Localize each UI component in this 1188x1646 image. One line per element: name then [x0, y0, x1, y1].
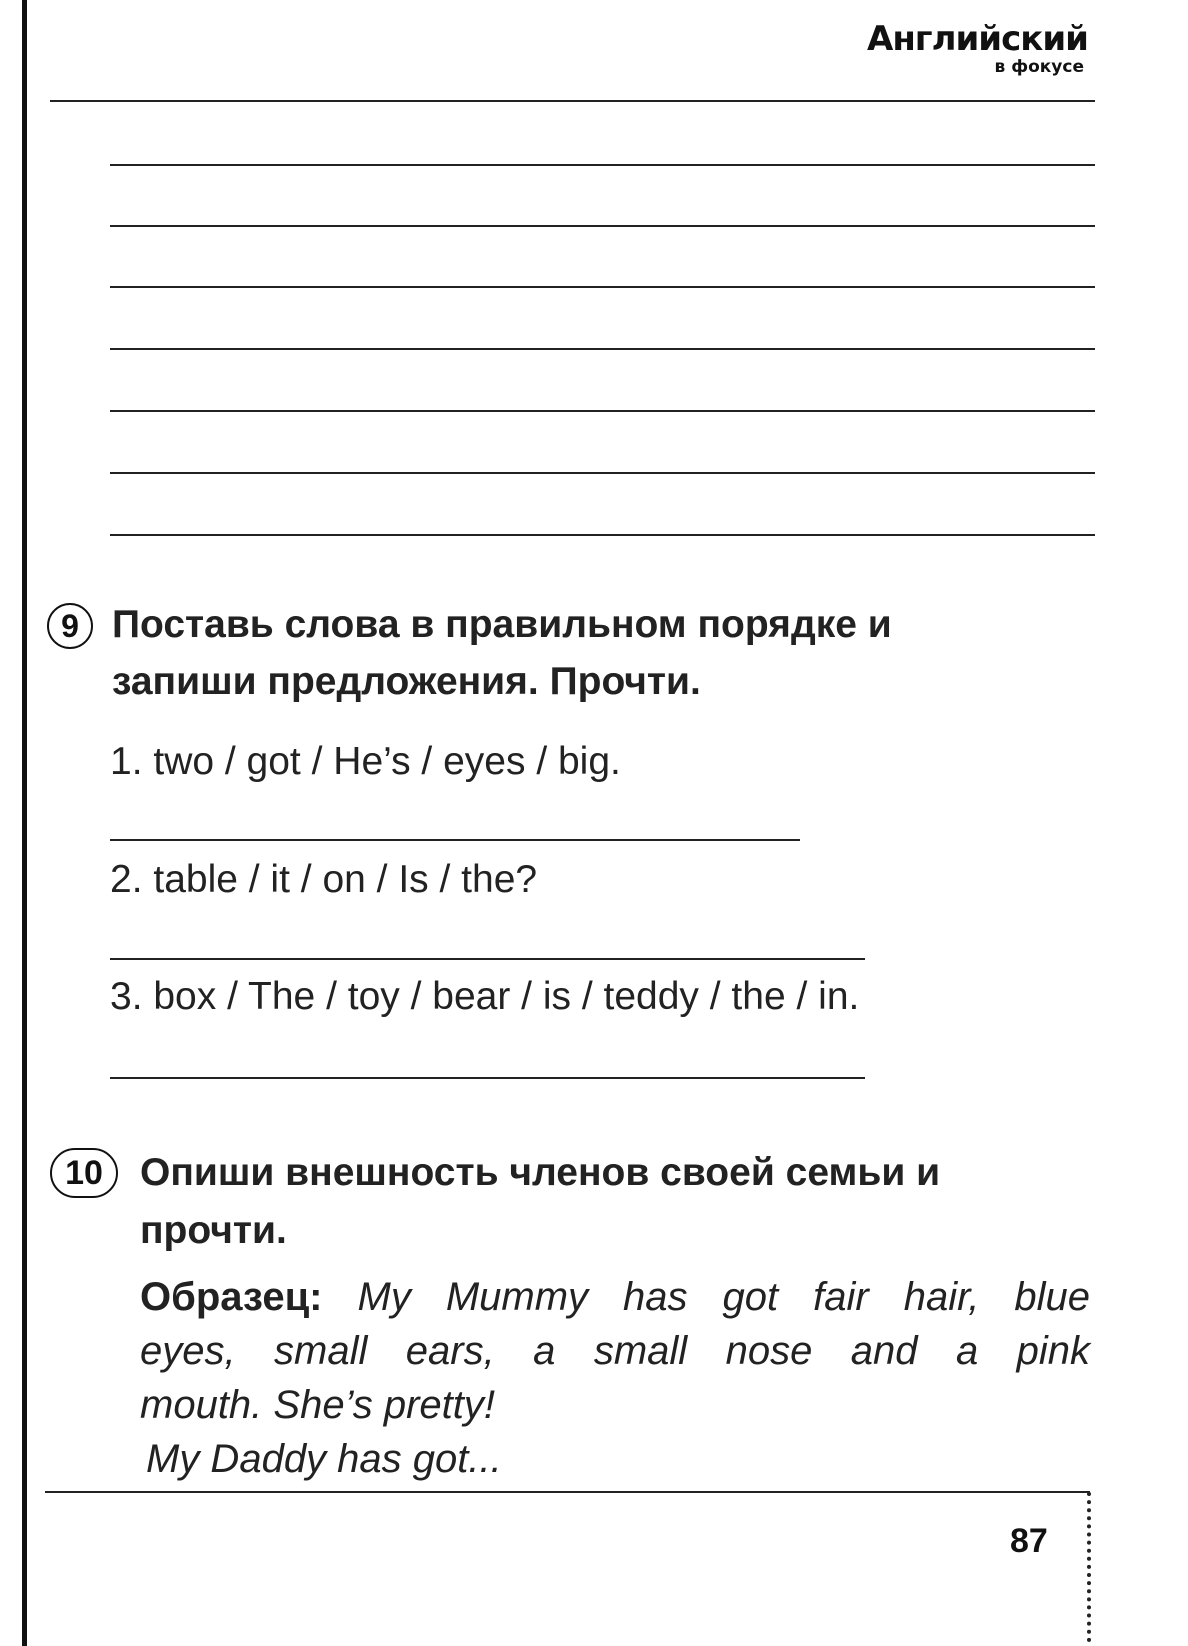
task-9-sentence-2: 2. table / it / on / Is / the? [110, 858, 538, 901]
sample-text-1: My Mummy has got fair hair, blue [357, 1275, 1090, 1319]
writing-line [110, 410, 1095, 412]
writing-line [110, 534, 1095, 536]
perforation-edge [1087, 1492, 1091, 1642]
task-9-sentence-3: 3. box / The / toy / bear / is / teddy / the / in. [110, 975, 860, 1018]
answer-line[interactable] [110, 958, 865, 960]
answer-line[interactable] [110, 839, 800, 841]
writing-line [110, 164, 1095, 166]
footer-divider [45, 1491, 1090, 1493]
header-divider [50, 100, 1095, 102]
sample-line-2: eyes, small ears, a small nose and a pink [140, 1329, 1090, 1373]
writing-line [110, 286, 1095, 288]
logo-subtitle: в фокусе [994, 57, 1084, 77]
sample-line-1 [140, 1270, 1090, 1324]
answer-line[interactable] [110, 1077, 865, 1079]
sample-line-4: My Daddy has got... [146, 1437, 502, 1481]
sample-line-3: mouth. She’s pretty! [140, 1383, 495, 1427]
page-number: 87 [1010, 1522, 1048, 1560]
writing-line [110, 225, 1095, 227]
sample-label: Образец: [140, 1275, 323, 1319]
writing-line [110, 472, 1095, 474]
task-10-title-line-1: Опиши внешность членов своей семьи и [140, 1151, 941, 1194]
task-10-title-line-2: прочти. [140, 1209, 287, 1252]
task-10-number-badge: 10 [50, 1148, 118, 1198]
task-9-title-line-1: Поставь слова в правильном порядке и [112, 603, 892, 646]
task-9-sentence-1: 1. two / got / He’s / eyes / big. [110, 740, 621, 783]
task-9-number-badge: 9 [47, 603, 93, 649]
task-10-sample [140, 1270, 1090, 1486]
task-9-title-line-2: запиши предложения. Прочти. [112, 660, 701, 703]
writing-line [110, 348, 1095, 350]
logo-title: Английский [867, 19, 1088, 59]
page-left-border [22, 0, 27, 1646]
series-logo [867, 20, 1088, 76]
